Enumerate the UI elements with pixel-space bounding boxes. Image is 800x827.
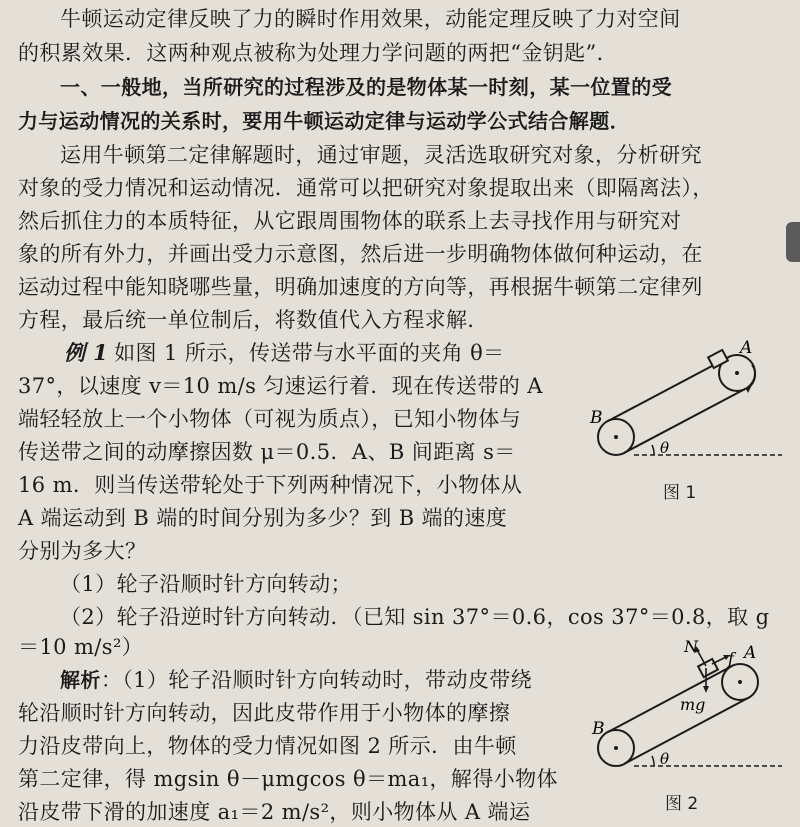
fig2-gravity-arrow-head (703, 686, 709, 693)
method-line-1: 运用牛顿第二定律解题时，通过审题，灵活选取研究对象，分析研究 (60, 143, 702, 167)
fig2-label-f: f (728, 649, 734, 668)
fig1-label-A: A (740, 338, 753, 358)
example-line-2: 37°，以速度 v＝10 m/s 匀速运行着．现在传送带的 A (18, 374, 543, 398)
figure-1-caption: 图 1 (663, 483, 697, 503)
example-text-1: 如图 1 所示，传送带与水平面的夹角 θ＝ (114, 341, 505, 365)
intro-line-1: 牛顿运动定律反映了力的瞬时作用效果，动能定理反映了力对空间 (60, 7, 681, 31)
figure-2-caption: 图 2 (665, 794, 699, 814)
method-line-5: 运动过程中能知晓哪些量，明确加速度的方向等，再根据牛顿第二定律列 (18, 275, 703, 299)
section-heading-line-1: 一、一般地，当所研究的过程涉及的是物体某一时刻，某一位置的受 (60, 75, 672, 99)
fig1-lower-pulley-axle (614, 435, 618, 439)
fig1-block (708, 350, 728, 368)
solution-line-4: 第二定律，得 mgsin θ－μmgcos θ＝ma₁，解得小物体 (18, 767, 558, 791)
fig2-label-mg: mg (680, 695, 706, 714)
figure-2-diagram (582, 628, 782, 783)
fig1-belt-bottom (624, 389, 745, 453)
case-2-line-1: （2）轮子沿逆时针方向转动．（已知 sin 37°＝0.6，cos 37°＝0.8，取 g (60, 605, 770, 629)
fig2-lower-pulley-axle (614, 746, 618, 750)
fig1-label-theta: θ (660, 439, 670, 457)
method-line-3: 然后抓住力的本质特征，从它跟周围物体的联系上去寻找作用与研究对 (18, 209, 682, 233)
solution-label: 解析 (60, 668, 101, 692)
example-line-5: 16 m．则当传送带轮处于下列两种情况下，小物体从 (18, 473, 523, 497)
example-line-1 (64, 338, 505, 368)
method-line-4: 象的所有外力，并画出受力示意图，然后进一步明确物体做何种运动，在 (18, 242, 703, 266)
fig2-label-N: N (684, 637, 698, 656)
example-line-3: 端轻轻放上一个小物体（可视为质点），已知小物体与 (18, 407, 522, 431)
fig1-belt-top (608, 357, 729, 421)
case-1-line: （1）轮子沿顺时针方向转动； (60, 572, 352, 596)
example-line-4: 传送带之间的动摩擦因数 μ＝0.5．A、B 间距离 s＝ (18, 440, 516, 464)
case-2-line-2: ＝10 m/s²） (18, 635, 144, 659)
method-line-6: 方程，最后统一单位制后，将数值代入方程求解． (18, 308, 489, 332)
fig2-label-A: A (744, 643, 757, 663)
example-line-7: 分别为多大？ (18, 539, 147, 563)
fig2-label-theta: θ (660, 750, 670, 768)
fig2-angle-arc (652, 756, 654, 766)
figure-1-diagram (582, 335, 782, 470)
section-heading-line-2: 力与运动情况的关系时，要用牛顿运动定律与运动学公式结合解题． (18, 109, 630, 133)
solution-line-1 (60, 665, 532, 695)
example-line-6: A 端运动到 B 端的时间分别为多少？到 B 端的速度 (18, 506, 508, 530)
solution-line-3: 力沿皮带向上，物体的受力情况如图 2 所示．由牛顿 (18, 734, 517, 758)
fig2-belt-top (608, 666, 732, 732)
solution-line-2: 轮沿顺时针方向转动，因此皮带作用于小物体的摩擦 (18, 701, 511, 725)
example-label: 例 1 (64, 340, 109, 365)
intro-line-2: 的积累效果．这两种观点被称为处理力学问题的两把“金钥匙”． (18, 41, 619, 65)
fig1-angle-arc (652, 445, 654, 455)
solution-text-1: ：（1）轮子沿顺时针方向转动时，带动皮带绕 (100, 668, 533, 692)
method-line-2: 对象的受力情况和运动情况．通常可以把研究对象提取出来（即隔离法）， (18, 176, 714, 200)
solution-line-5: 沿皮带下滑的加速度 a₁＝2 m/s²，则小物体从 A 端运 (18, 800, 531, 824)
fig2-upper-pulley-axle (738, 680, 742, 684)
page-edge-tab (786, 222, 800, 262)
fig1-label-B: B (590, 408, 603, 428)
fig1-upper-pulley-axle (735, 371, 739, 375)
fig2-label-B: B (592, 719, 605, 739)
